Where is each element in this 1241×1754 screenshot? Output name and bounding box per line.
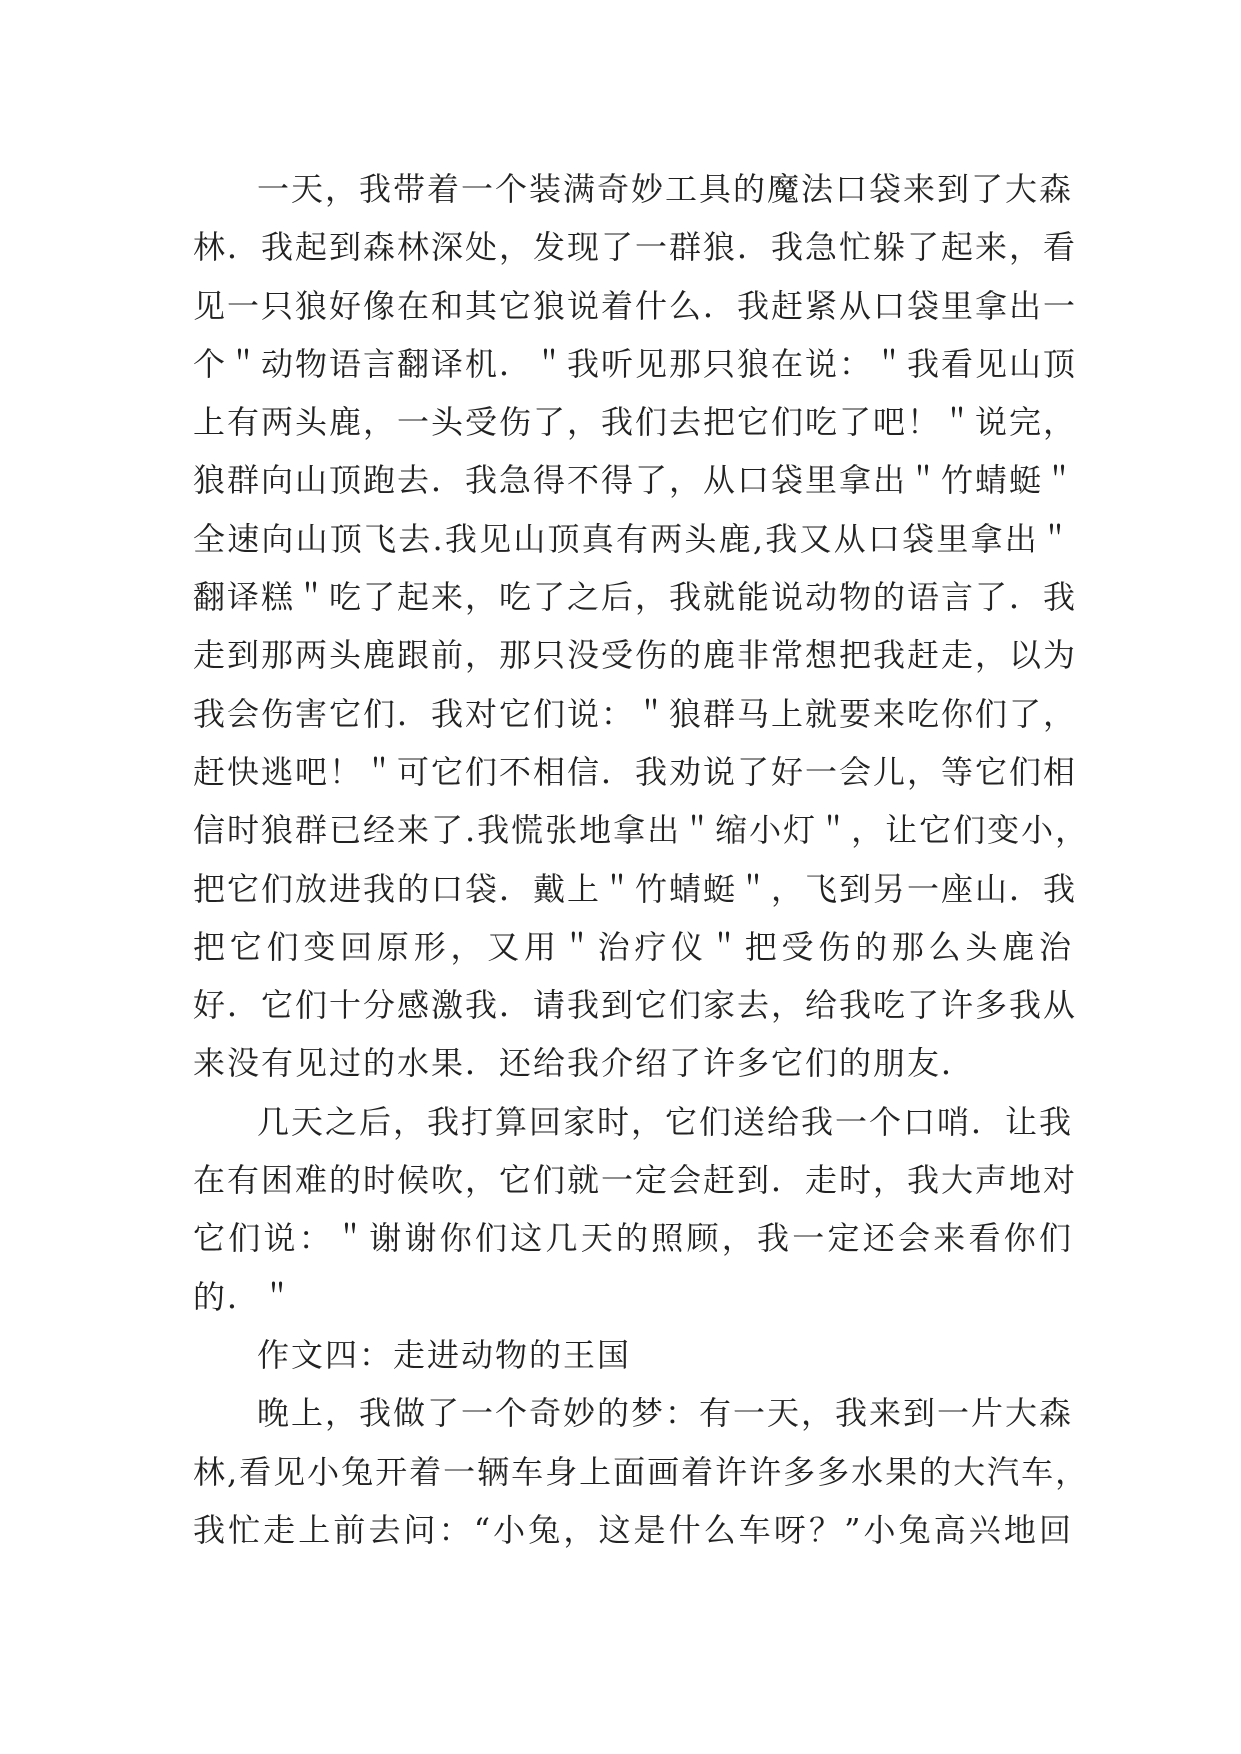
- text-line: 我会伤害它们．我对它们说：＂狼群马上就要来吃你们了，: [193, 694, 1078, 733]
- text-line: 林,看见小兔开着一辆车身上面画着许许多多水果的大汽车，: [193, 1452, 1090, 1491]
- text-line: 走到那两头鹿跟前，那只没受伤的鹿非常想把我赶走，以为: [193, 636, 1078, 675]
- text-line: 把它们放进我的口袋．戴上＂竹蜻蜓＂，飞到另一座山．我: [193, 869, 1078, 908]
- text-line: 它们说：＂谢谢你们这几天的照顾，我一定还会来看你们: [193, 1219, 1073, 1258]
- text-line: 个＂动物语言翻译机．＂我听见那只狼在说：＂我看见山顶: [193, 344, 1078, 383]
- text-line: 我忙走上前去问：“小兔，这是什么车呀？”小兔高兴地回: [193, 1510, 1073, 1549]
- text-line: 在有困难的时候吹，它们就一定会赶到．走时，我大声地对: [193, 1161, 1078, 1200]
- text-line: 把它们变回原形，又用＂治疗仪＂把受伤的那么头鹿治: [193, 927, 1073, 966]
- document-body: [193, 160, 1090, 1559]
- text-line: 见一只狼好像在和其它狼说着什么．我赶紧从口袋里拿出一: [193, 286, 1078, 325]
- text-line: 全速向山顶飞去.我见山顶真有两头鹿,我又从口袋里拿出＂: [193, 519, 1073, 558]
- text-line: 晚上，我做了一个奇妙的梦：有一天，我来到一片大森: [257, 1394, 1074, 1433]
- text-line: 一天，我带着一个装满奇妙工具的魔法口袋来到了大森: [257, 170, 1074, 208]
- text-line: 好．它们十分感激我．请我到它们家去，给我吃了许多我从: [193, 986, 1078, 1025]
- text-line: 的．＂: [193, 1277, 296, 1316]
- text-line: 几天之后，我打算回家时，它们送给我一个口哨．让我: [257, 1102, 1074, 1141]
- text-line: 信时狼群已经来了.我慌张地拿出＂缩小灯＂，让它们变小，: [193, 811, 1090, 850]
- text-line: 来没有见过的水果．还给我介绍了许多它们的朋友．: [193, 1044, 976, 1083]
- section-heading: 作文四：走进动物的王国: [257, 1335, 632, 1374]
- text-line: 狼群向山顶跑去．我急得不得了，从口袋里拿出＂竹蜻蜓＂: [193, 461, 1078, 500]
- text-line: 上有两头鹿，一头受伤了，我们去把它们吃了吧！＂说完，: [193, 403, 1078, 442]
- text-line: 赶快逃吧！＂可它们不相信．我劝说了好一会儿，等它们相: [193, 752, 1078, 791]
- text-line: 翻译糕＂吃了起来，吃了之后，我就能说动物的语言了．我: [193, 578, 1078, 617]
- text-line: 林．我起到森林深处，发现了一群狼．我急忙躲了起来，看: [193, 228, 1078, 267]
